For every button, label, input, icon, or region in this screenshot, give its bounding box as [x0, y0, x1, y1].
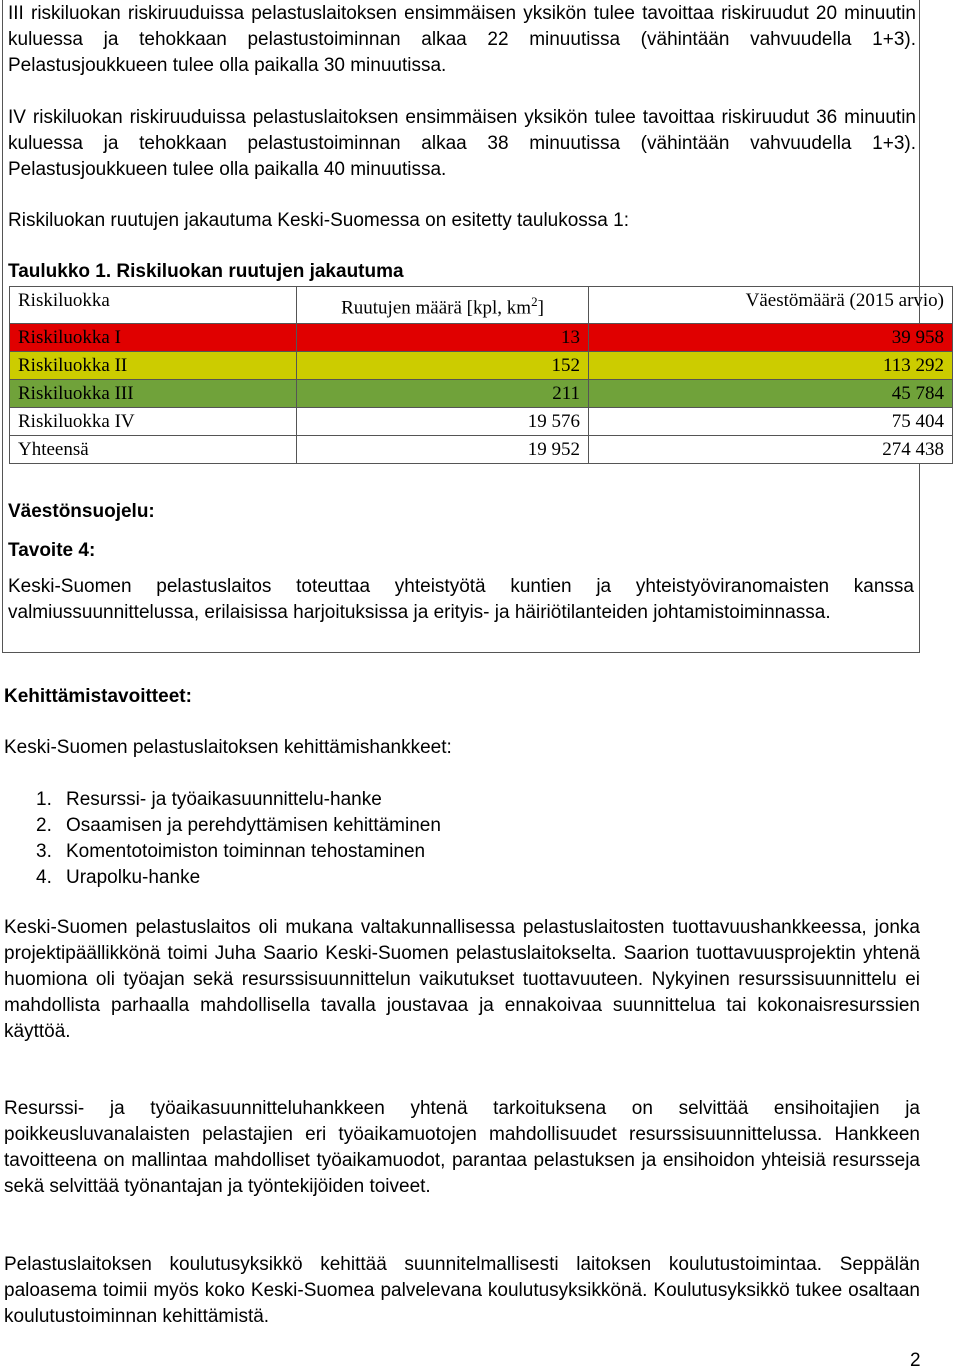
- header-cell-count: [297, 287, 589, 324]
- table-row: [10, 380, 953, 408]
- project-list: [8, 787, 441, 891]
- header-risk-class: Riskiluokka: [10, 287, 297, 324]
- paragraph-resource-project: Resurssi- ja työaikasuunnitteluhankkeen yhtenä tarkoituksena on selvittää ensihoitajien ja poikkeusluvanalaisten pelastajien eri työaikamuotojen mahdollisuudet resurssisuunnittelussa. Hankkeen tavoitteena on mallintaa mahdolliset työaikamuodot, parantaa pelastuksen ja ensihoidon yhteisiä resursseja sekä selvittää työnantajan ja työntekijöiden toiveet.: [4, 1098, 920, 1197]
- row-population: 39 958: [589, 324, 953, 352]
- row-label: Riskiluokka IV: [10, 408, 297, 436]
- list-item: [8, 813, 441, 839]
- list-item-text: Osaamisen ja perehdyttämisen kehittäminen: [66, 815, 441, 836]
- row-label: Riskiluokka III: [10, 380, 297, 408]
- table-row: [10, 436, 953, 464]
- paragraph-risk-class-3: III riskiluokan riskiruuduissa pelastuslaitoksen ensimmäisen yksikön tulee tavoittaa riskiruudut 20 minuutin kuluessa ja tehokkaan pelastustoiminnan alkaa 22 minuutissa (vähintään vahvuudella 1+3). Pelastusjoukkueen tulee olla paikalla 30 minuutissa.: [8, 3, 916, 76]
- table-row: [10, 324, 953, 352]
- row-population: 274 438: [589, 436, 953, 464]
- row-count: 19 952: [297, 436, 589, 464]
- list-item: [8, 865, 441, 891]
- paragraph-training-unit: Pelastuslaitoksen koulutusyksikkö kehittää suunnitelmallisesti laitoksen koulutustoimintaa. Seppälän paloasema toimii myös koko Keski-Suomea palvelevana koulutusyksikkönä. Koulutusyksikkö tukee osaltaan koulutustoiminnan kehittämistä.: [4, 1254, 920, 1327]
- civil-defence-heading: Väestönsuojelu:: [8, 501, 155, 522]
- table-caption: Taulukko 1. Riskiluokan ruutujen jakautuma: [8, 261, 404, 282]
- goal-text: Keski-Suomen pelastuslaitos toteuttaa yhteistyötä kuntien ja yhteistyöviranomaisten kanssa valmiussuunnittelussa, erilaisissa harjoituksissa ja erityis- ja häiriötilanteiden johtamistoiminnassa.: [8, 576, 914, 623]
- paragraph-risk-class-4: IV riskiluokan riskiruuduissa pelastuslaitoksen ensimmäisen yksikön tulee tavoittaa riskiruudut 36 minuutin kuluessa ja tehokkaan pelastustoiminnan alkaa 38 minuutissa (vähintään vahvuudella 1+3). Pelastusjoukkueen tulee olla paikalla 40 minuutissa.: [8, 107, 916, 180]
- page-number: 2: [910, 1350, 921, 1371]
- row-label: Riskiluokka I: [10, 324, 297, 352]
- table-row: [10, 352, 953, 380]
- table-row: [10, 408, 953, 436]
- paragraph-table-intro: Riskiluokan ruutujen jakautuma Keski-Suomessa on esitetty taulukossa 1:: [8, 210, 629, 231]
- list-item-number: 3.: [36, 841, 52, 862]
- row-population: 45 784: [589, 380, 953, 408]
- list-item-number: 2.: [36, 815, 52, 836]
- list-item-text: Resurssi- ja työaikasuunnittelu-hanke: [66, 789, 382, 810]
- row-label: Riskiluokka II: [10, 352, 297, 380]
- header-cell-count-sup: 2: [531, 294, 538, 309]
- paragraph-productivity: Keski-Suomen pelastuslaitos oli mukana valtakunnallisessa pelastuslaitosten tuottavuushankkeessa, jonka projektipäällikkönä toimi Juha Saario Keski-Suomen pelastuslaitokselta. Saarion tuottavuusprojektin yhtenä huomiona oli työajan sekä resurssisuunnittelun vaikutukset tuottavuuteen. Nykyinen resurssisuunnittelu ei mahdollista parhaalla mahdollisella tavalla joustavaa ja ennakoivaa suunnittelua tai kokonaisresurssien käyttöä.: [4, 917, 920, 1042]
- header-cell-count-suffix: ]: [537, 297, 544, 319]
- development-intro: Keski-Suomen pelastuslaitoksen kehittämishankkeet:: [4, 737, 452, 758]
- row-label: Yhteensä: [10, 436, 297, 464]
- development-heading: Kehittämistavoitteet:: [4, 686, 192, 707]
- goal-heading: Tavoite 4:: [8, 540, 96, 561]
- list-item-text: Urapolku-hanke: [66, 867, 201, 888]
- list-item-number: 1.: [36, 789, 52, 810]
- row-count: 13: [297, 324, 589, 352]
- list-item: [8, 787, 441, 813]
- list-item: [8, 839, 441, 865]
- list-item-number: 4.: [36, 867, 52, 888]
- table-header-row: [10, 287, 953, 324]
- row-population: 113 292: [589, 352, 953, 380]
- risk-class-table: [9, 286, 953, 464]
- row-count: 152: [297, 352, 589, 380]
- row-count: 211: [297, 380, 589, 408]
- list-item-text: Komentotoimiston toiminnan tehostaminen: [66, 841, 426, 862]
- header-cell-count-text: Ruutujen määrä [kpl, km: [341, 297, 532, 319]
- row-count: 19 576: [297, 408, 589, 436]
- header-population: Väestömäärä (2015 arvio): [589, 287, 953, 324]
- row-population: 75 404: [589, 408, 953, 436]
